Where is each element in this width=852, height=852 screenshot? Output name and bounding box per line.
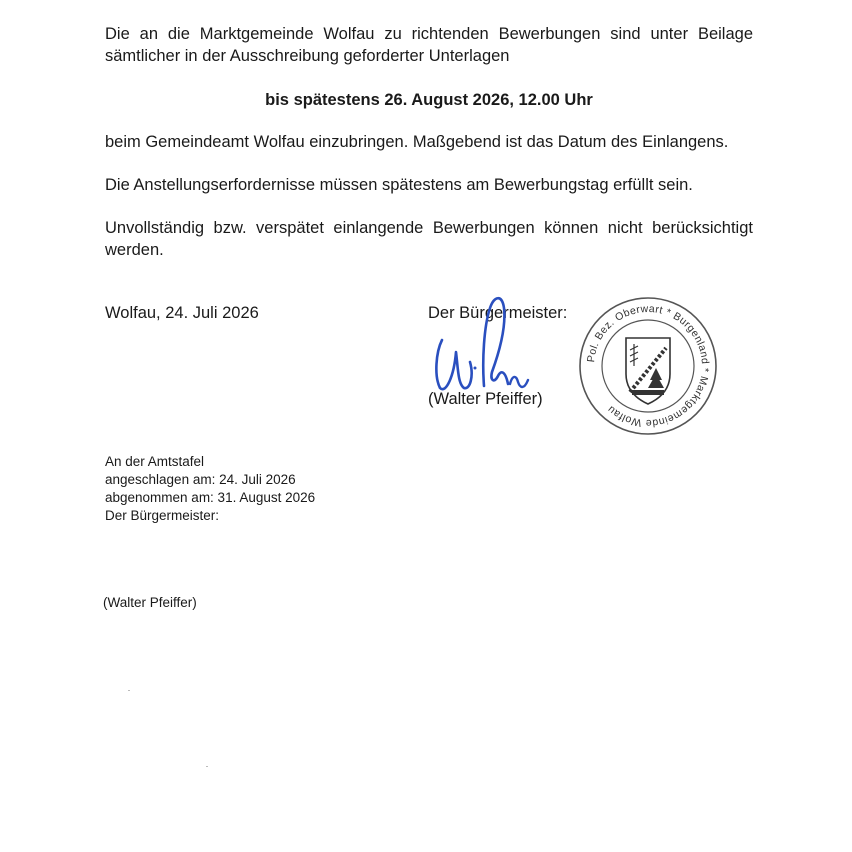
notice-mayor-title: Der Bürgermeister: — [105, 508, 220, 523]
notice-mayor-name: (Walter Pfeiffer) — [103, 595, 197, 610]
mayor-title: Der Bürgermeister: — [428, 304, 568, 322]
paragraph-applications: Die an die Marktgemeinde Wolfau zu richtenden Bewerbungen sind unter Beilage sämtlicher in der Ausschreibung geforderter Unterlagen — [105, 25, 753, 65]
svg-text:Pol. Bez. Oberwart * Burgenlan: Pol. Bez. Oberwart * Burgenland * Marktgemeinde Wolfau — [585, 302, 712, 430]
municipal-seal — [578, 296, 718, 436]
mayor-name: (Walter Pfeiffer) — [428, 390, 543, 408]
notice-board-label: An der Amtstafel — [105, 454, 205, 469]
scan-speck — [206, 766, 208, 767]
removed-date: abgenommen am: 31. August 2026 — [105, 490, 316, 505]
paragraph-incomplete: Unvollständig bzw. verspätet einlangende Bewerbungen können nicht berücksichtigt werden. — [105, 219, 753, 259]
handwritten-signature — [428, 290, 533, 400]
paragraph-submission: beim Gemeindeamt Wolfau einzubringen. Maßgebend ist das Datum des Einlangens. — [105, 133, 729, 151]
posted-date: angeschlagen am: 24. Juli 2026 — [105, 472, 296, 487]
paragraph-requirements: Die Anstellungserfordernisse müssen spätestens am Bewerbungstag erfüllt sein. — [105, 176, 693, 194]
deadline-line: bis spätestens 26. August 2026, 12.00 Uhr — [265, 91, 593, 109]
scan-speck — [128, 690, 130, 691]
place-date: Wolfau, 24. Juli 2026 — [105, 304, 259, 322]
